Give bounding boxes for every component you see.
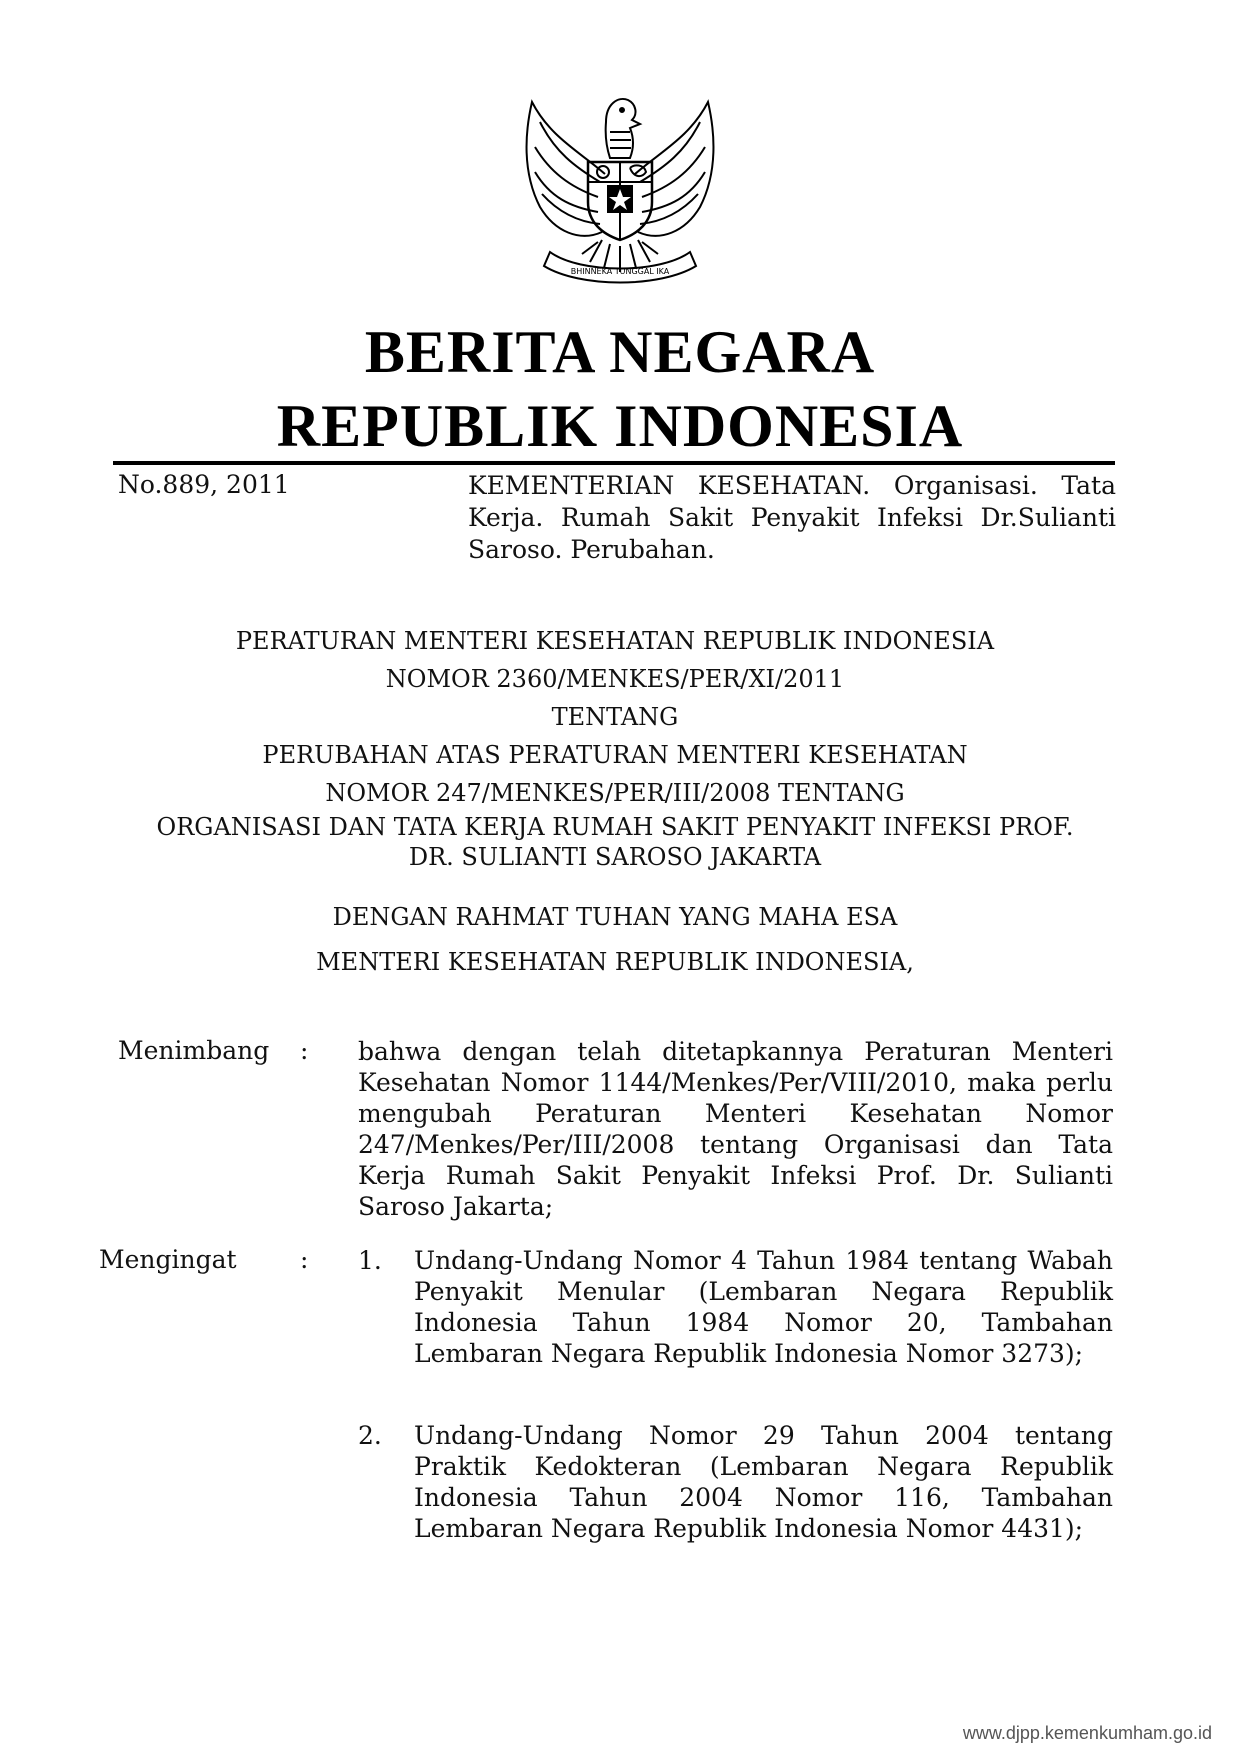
emblem-motto: BHINNEKA TUNGGAL IKA: [570, 267, 670, 276]
menimbang-colon: :: [300, 1036, 309, 1065]
opening-line-1: DENGAN RAHMAT TUHAN YANG MAHA ESA: [332, 903, 898, 931]
masthead-line-1: BERITA NEGARA: [364, 319, 876, 385]
item-text: Undang-Undang Nomor 4 Tahun 1984 tentang Wabah Penyakit Menular (Lembaran Negara Republik Indonesia Tahun 1984 Nomor 20, Tambahan Lembaran Negara Republik Indonesia Nomor 3273);: [414, 1246, 1113, 1368]
menimbang-label: Menimbang: [118, 1036, 270, 1065]
mengingat-item: [358, 1245, 1113, 1369]
source-url: www.djpp.kemenkumham.go.id: [962, 1723, 1212, 1743]
masthead-rule: [113, 461, 1115, 465]
mengingat-label: Mengingat: [99, 1245, 237, 1274]
title-line-5: NOMOR 247/MENKES/PER/III/2008 TENTANG: [325, 779, 905, 807]
menimbang-text: bahwa dengan telah ditetapkannya Peraturan Menteri Kesehatan Nomor 1144/Menkes/Per/VIII/2010, maka perlu mengubah Peraturan Menteri Kesehatan Nomor 247/Menkes/Per/III/2008 tentang Organisasi dan Tata Kerja Rumah Sakit Penyakit Infeksi Prof. Dr. Sulianti Saroso Jakarta;: [358, 1037, 1113, 1221]
title-line-2: NOMOR 2360/MENKES/PER/XI/2011: [385, 665, 845, 693]
regulation-title: [110, 622, 1120, 872]
item-number: 2.: [358, 1421, 382, 1450]
mengingat-item: [358, 1420, 1113, 1544]
item-text: Undang-Undang Nomor 29 Tahun 2004 tentang Praktik Kedokteran (Lembaran Negara Republik Indonesia Tahun 2004 Nomor 116, Tambahan Lembaran Negara Republik Indonesia Nomor 4431);: [414, 1421, 1113, 1543]
gazette-summary: KEMENTERIAN KESEHATAN. Organisasi. Tata Kerja. Rumah Sakit Penyakit Infeksi Dr.Sulianti Saroso. Perubahan.: [468, 471, 1116, 564]
title-line-3: TENTANG: [551, 703, 679, 731]
title-line-1: PERATURAN MENTERI KESEHATAN REPUBLIK INDONESIA: [235, 627, 995, 655]
garuda-emblem-icon: [510, 82, 730, 297]
opening-line-2: MENTERI KESEHATAN REPUBLIK INDONESIA,: [316, 948, 914, 976]
title-line-7: DR. SULIANTI SAROSO JAKARTA: [408, 843, 822, 871]
item-number: 1.: [358, 1246, 382, 1275]
title-line-4: PERUBAHAN ATAS PERATURAN MENTERI KESEHATAN: [262, 741, 968, 769]
opening-clause: [110, 895, 1120, 985]
gazette-number: No.889, 2011: [118, 470, 290, 499]
mengingat-colon: :: [300, 1245, 309, 1274]
title-line-6: ORGANISASI DAN TATA KERJA RUMAH SAKIT PENYAKIT INFEKSI PROF.: [156, 813, 1074, 841]
masthead-line-2: REPUBLIK INDONESIA: [276, 393, 964, 459]
